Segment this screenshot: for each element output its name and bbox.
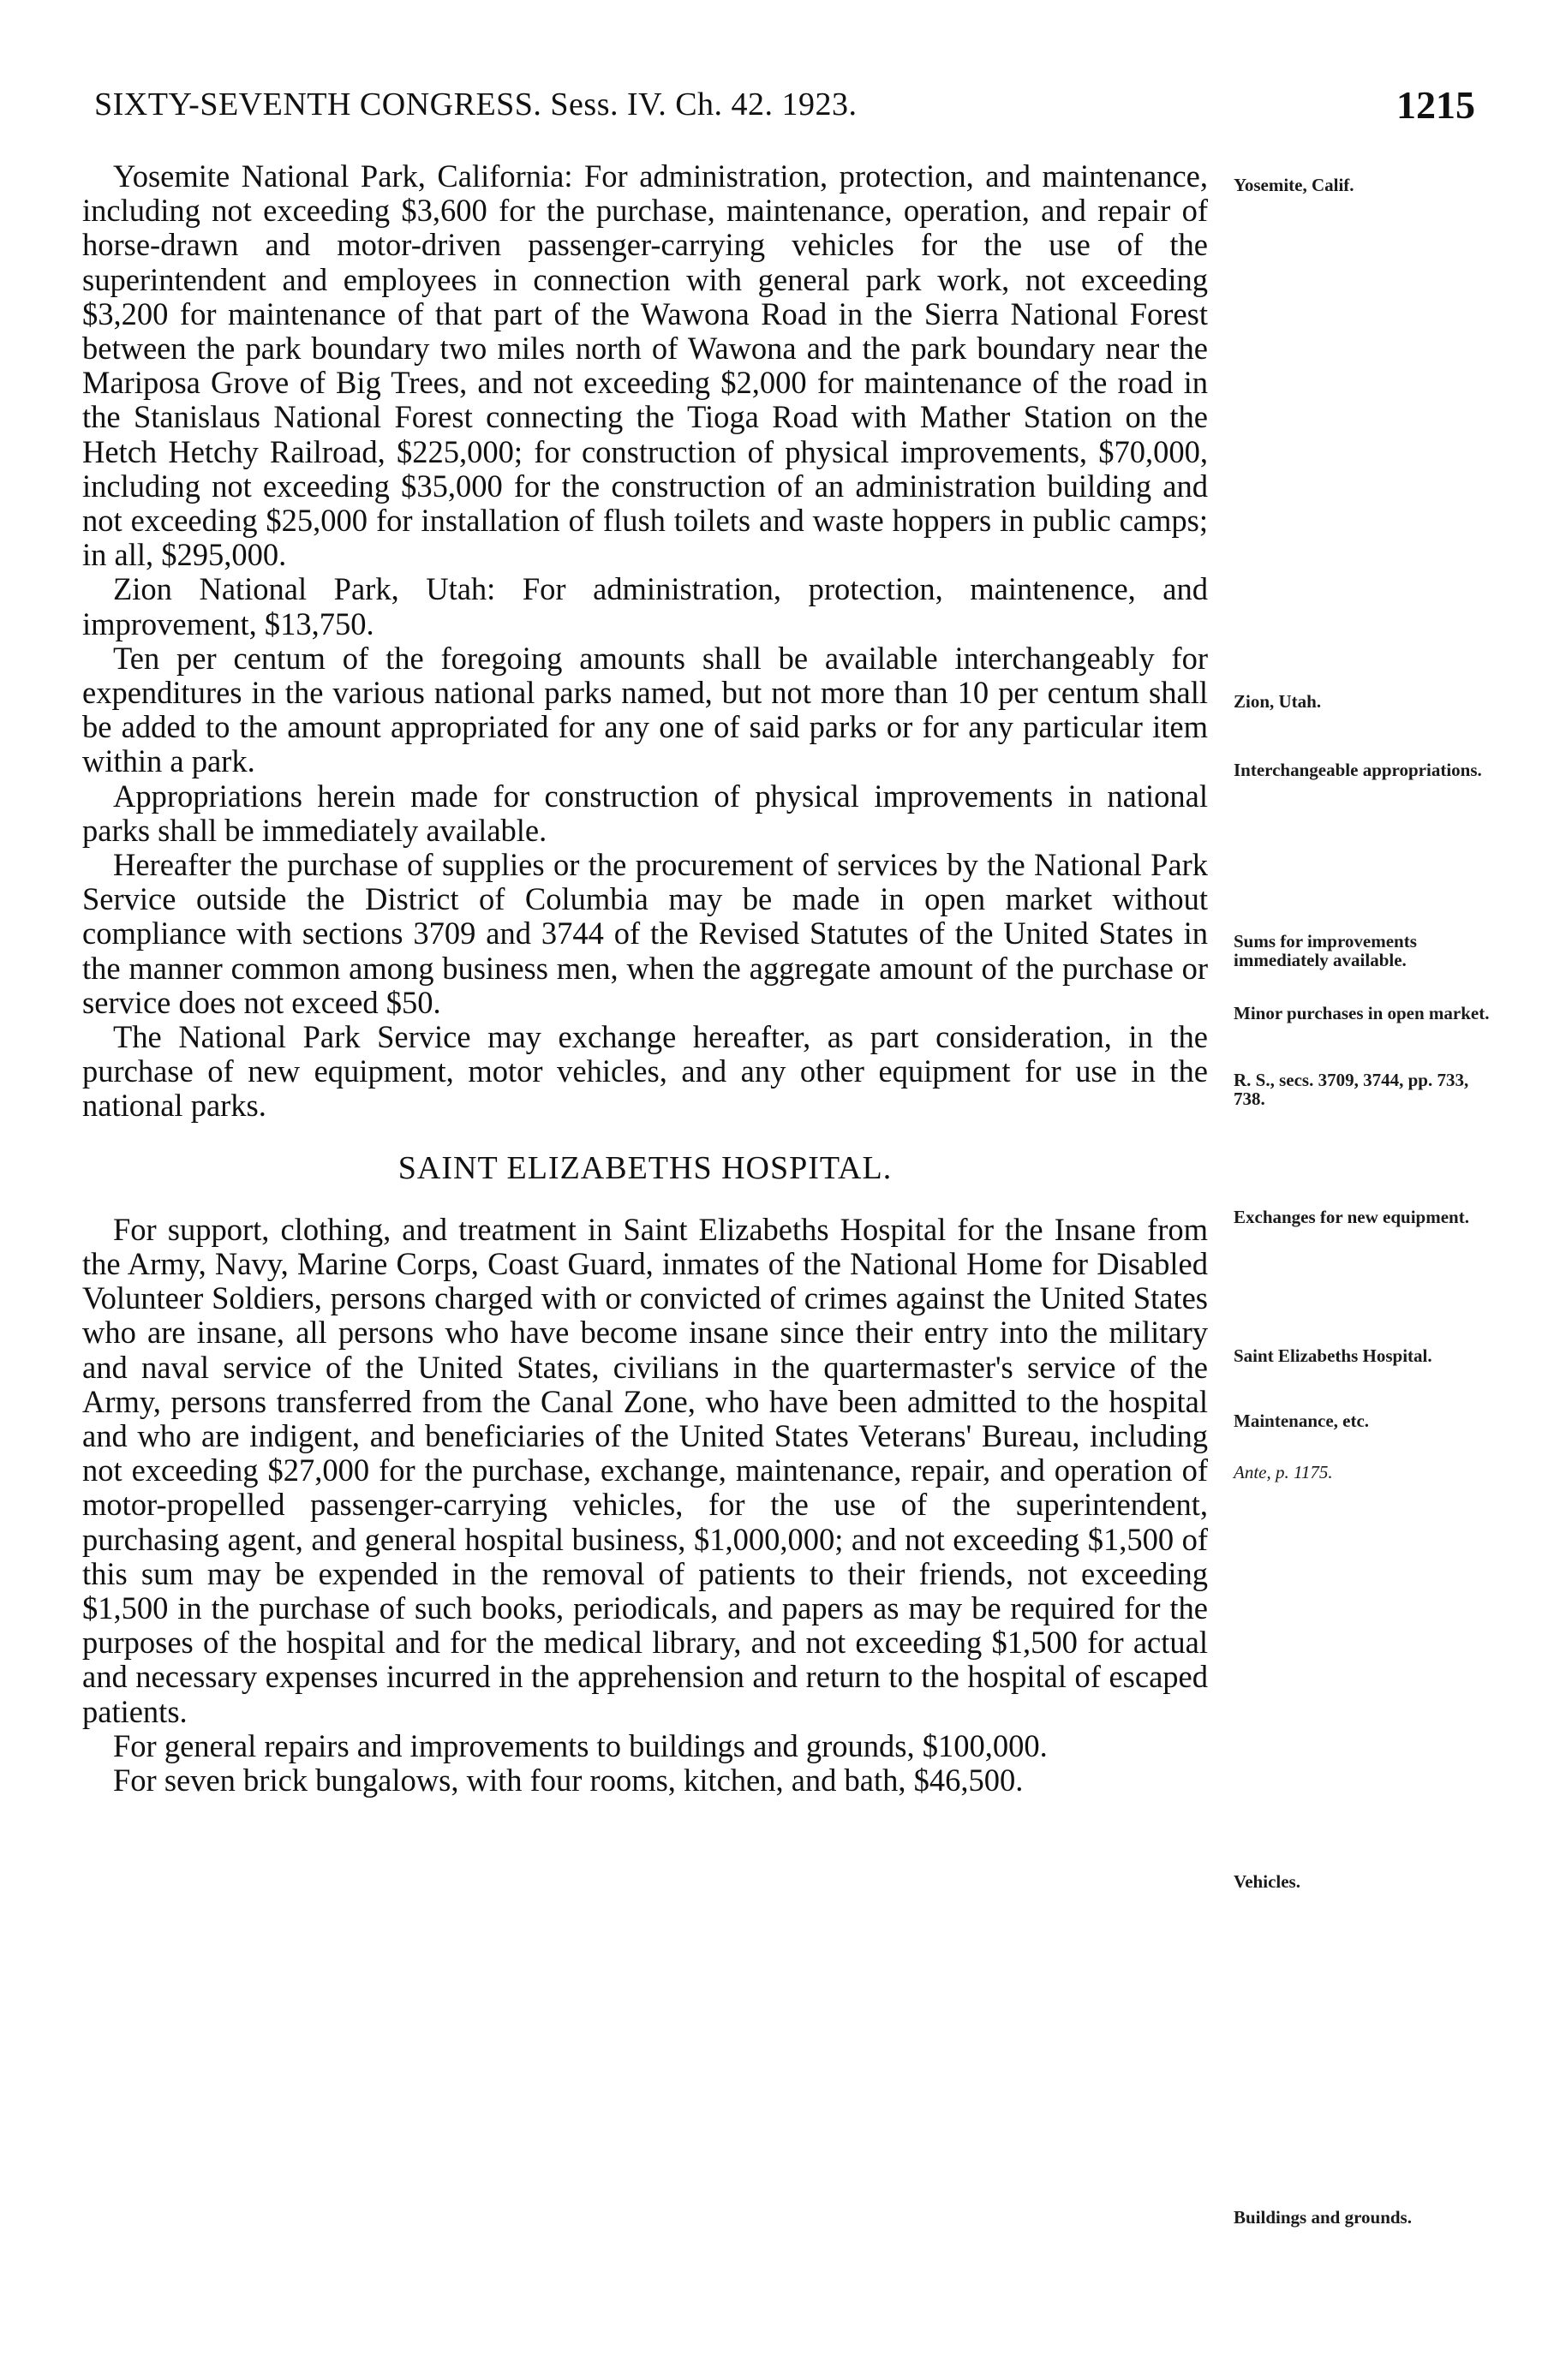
sidenote-yosemite: Yosemite, Calif. xyxy=(1234,175,1354,195)
sidenote-buildings-grounds: Buildings and grounds. xyxy=(1234,2207,1412,2228)
paragraph-hospital-support: For support, clothing, and treatment in Saint Elizabeths Hospital for the Insane from the Army, Navy, Marine Corps, Coast Guard, inmates of the National Home for Disabled Volunteer Soldiers, persons charged with or convicted of crimes against the United States who are insane, all persons who have become insane since their entry into the military and naval service of the United States, civilians in the quartermaster's service of the Army, persons transferred from the Canal Zone, who have been admitted to the hospital and who are indigent, and beneficiaries of the United States Veterans' Bureau, including not exceeding $27,000 for the purchase, exchange, maintenance, repair, and operation of motor-propelled passenger-carrying vehicles, for the use of the superintendent, purchasing agent, and general hospital business, $1,000,000; and not exceeding $1,500 of this sum may be expended in the removal of patients to their friends, not exceeding $1,500 in the purchase of such books, periodicals, and papers as may be required for the purposes of the hospital and for the medical library, and not exceeding $1,500 for actual and necessary expenses incurred in the apprehension and return to the hospital of escaped patients. xyxy=(82,1211,1208,1729)
sidenote-saint-elizabeths: Saint Elizabeths Hospital. xyxy=(1234,1345,1432,1366)
running-head xyxy=(94,83,1475,137)
sidenote-zion: Zion, Utah. xyxy=(1234,691,1322,712)
paragraph-improvements-available: Appropriations herein made for construction of physical improvements in national parks shall be immediately available. xyxy=(82,778,1208,848)
sidenote-sums: Sums for improvements immediately available. xyxy=(1234,931,1417,970)
paragraph-yosemite: Yosemite National Park, California: For administration, protection, and maintenance, including not exceeding $3,600 for the purchase, maintenance, operation, and repair of horse-drawn and motor-driven passenger-carrying vehicles for the use of the superintendent and employees in connection with general park work, not exceeding $3,200 for maintenance of that part of the Wawona Road in the Sierra National Forest between the park boundary two miles north of Wawona and the park boundary near the Mariposa Grove of Big Trees, and not exceeding $2,000 for maintenance of the road in the Stanislaus National Forest connecting the Tioga Road with Mather Station on the Hetch Hetchy Railroad, $225,000; for construction of physical improvements, $70,000, including not exceeding $35,000 for the construction of an administration building and not exceeding $25,000 for installation of flush toilets and waste hoppers in public camps; in all, $295,000. xyxy=(82,158,1208,573)
paragraph-open-market: Hereafter the purchase of supplies or the procurement of services by the National Park Service outside the District of Columbia may be made in open market without compliance with sections 3709 and 3744 of the Revised Statutes of the United States in the manner common among business men, when the aggregate amount of the purchase or service does not exceed $50. xyxy=(82,847,1208,1020)
sidenote-interchangeable: Interchangeable appropriations. xyxy=(1234,760,1482,780)
sidenote-maintenance: Maintenance, etc. xyxy=(1234,1411,1370,1431)
paragraph-buildings-grounds: For general repairs and improvements to buildings and grounds, $100,000. xyxy=(113,1727,1048,1763)
running-title: SIXTY-SEVENTH CONGRESS. Sess. IV. Ch. 42. 1923. xyxy=(94,86,858,122)
sidenote-minor-purchases: Minor purchases in open market. xyxy=(1234,1003,1490,1023)
paragraph-zion: Zion National Park, Utah: For administration, protection, maintenence, and improvement, $13,750. xyxy=(82,571,1208,641)
sidenote-ante xyxy=(1234,1463,1491,1482)
sidenote-exchanges: Exchanges for new equipment. xyxy=(1234,1207,1469,1227)
page-number: 1215 xyxy=(1396,83,1475,127)
sidenote-ante-text: Ante, p. 1175. xyxy=(1234,1462,1333,1482)
paragraph-interchangeable: Ten per centum of the foregoing amounts shall be available interchangeably for expenditures in the various national parks named, but not more than 10 per centum shall be added to the amount appropriated for any one of said parks or for any particular item within a park. xyxy=(82,640,1208,779)
section-heading: SAINT ELIZABETHS HOSPITAL. xyxy=(397,1149,893,1186)
body-text xyxy=(82,159,1208,1798)
paragraph-bungalows: For seven brick bungalows, with four rooms, kitchen, and bath, $46,500. xyxy=(113,1762,1024,1798)
sidenote-revised-statutes: R. S., secs. 3709, 3744, pp. 733, 738. xyxy=(1234,1070,1469,1109)
paragraph-exchanges: The National Park Service may exchange hereafter, as part consideration, in the purchase of new equipment, motor vehicles, and any other equipment for use in the national parks. xyxy=(82,1019,1208,1124)
sidenote-vehicles: Vehicles. xyxy=(1234,1871,1300,1892)
